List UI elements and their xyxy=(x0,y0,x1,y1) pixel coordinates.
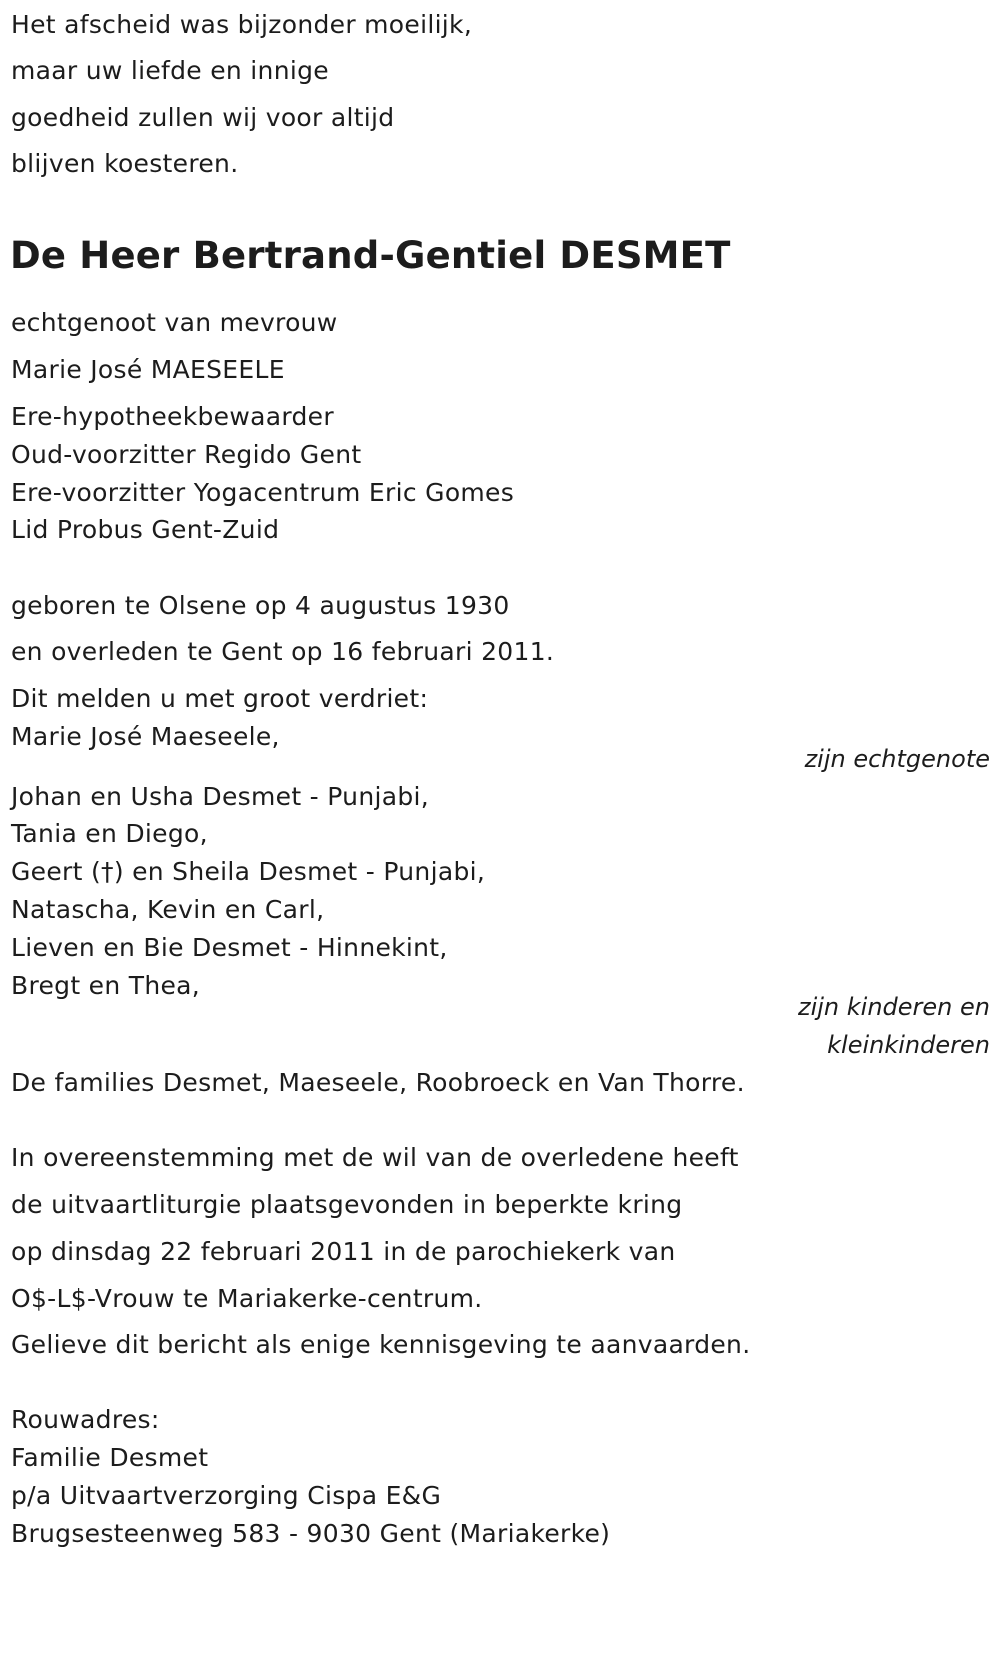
address-line-2: p/a Uitvaartverzorging Cispa E&G xyxy=(11,1481,442,1510)
death-line: en overleden te Gent op 16 februari 2011. xyxy=(11,637,555,666)
child-line-6: Bregt en Thea, xyxy=(11,971,201,1000)
announce-line: Dit melden u met groot verdriet: xyxy=(11,684,429,713)
address-line-1: Familie Desmet xyxy=(11,1443,209,1472)
spouse-name: Marie José MAESEELE xyxy=(11,355,285,384)
title-line-1: Ere-hypotheekbewaarder xyxy=(11,402,334,431)
funeral-line-2: de uitvaartliturgie plaatsgevonden in beperkte kring xyxy=(11,1190,683,1219)
funeral-line-1: In overeenstemming met de wil van de overledene heeft xyxy=(11,1143,739,1172)
deceased-name: De Heer Bertrand-Gentiel DESMET xyxy=(10,234,731,277)
birth-line: geboren te Olsene op 4 augustus 1930 xyxy=(11,591,510,620)
address-line-3: Brugsesteenweg 583 - 9030 Gent (Mariakerke) xyxy=(11,1519,611,1548)
verse-line-1: Het afscheid was bijzonder moeilijk, xyxy=(11,10,473,39)
funeral-line-4: O$-L$-Vrouw te Mariakerke-centrum. xyxy=(11,1284,483,1313)
child-line-2: Tania en Diego, xyxy=(11,819,208,848)
spouse-role: zijn echtgenote xyxy=(804,745,990,773)
title-line-4: Lid Probus Gent-Zuid xyxy=(11,515,280,544)
spouse-mourner: Marie José Maeseele, xyxy=(11,722,280,751)
child-line-1: Johan en Usha Desmet - Punjabi, xyxy=(11,782,429,811)
child-line-4: Natascha, Kevin en Carl, xyxy=(11,895,325,924)
spouse-intro: echtgenoot van mevrouw xyxy=(11,308,338,337)
families-line: De families Desmet, Maeseele, Roobroeck en Van Thorre. xyxy=(11,1068,745,1097)
verse-line-4: blijven koesteren. xyxy=(11,149,239,178)
verse-line-2: maar uw liefde en innige xyxy=(11,56,329,85)
funeral-line-3: op dinsdag 22 februari 2011 in de parochiekerk van xyxy=(11,1237,676,1266)
verse-line-3: goedheid zullen wij voor altijd xyxy=(11,103,395,132)
children-role-line-1: zijn kinderen en xyxy=(798,993,990,1021)
title-line-2: Oud-voorzitter Regido Gent xyxy=(11,440,362,469)
funeral-line-5: Gelieve dit bericht als enige kennisgeving te aanvaarden. xyxy=(11,1330,751,1359)
address-heading: Rouwadres: xyxy=(11,1405,160,1434)
children-role-line-2: kleinkinderen xyxy=(827,1031,990,1059)
child-line-5: Lieven en Bie Desmet - Hinnekint, xyxy=(11,933,448,962)
title-line-3: Ere-voorzitter Yogacentrum Eric Gomes xyxy=(11,478,515,507)
child-line-3: Geert (†) en Sheila Desmet - Punjabi, xyxy=(11,857,486,886)
